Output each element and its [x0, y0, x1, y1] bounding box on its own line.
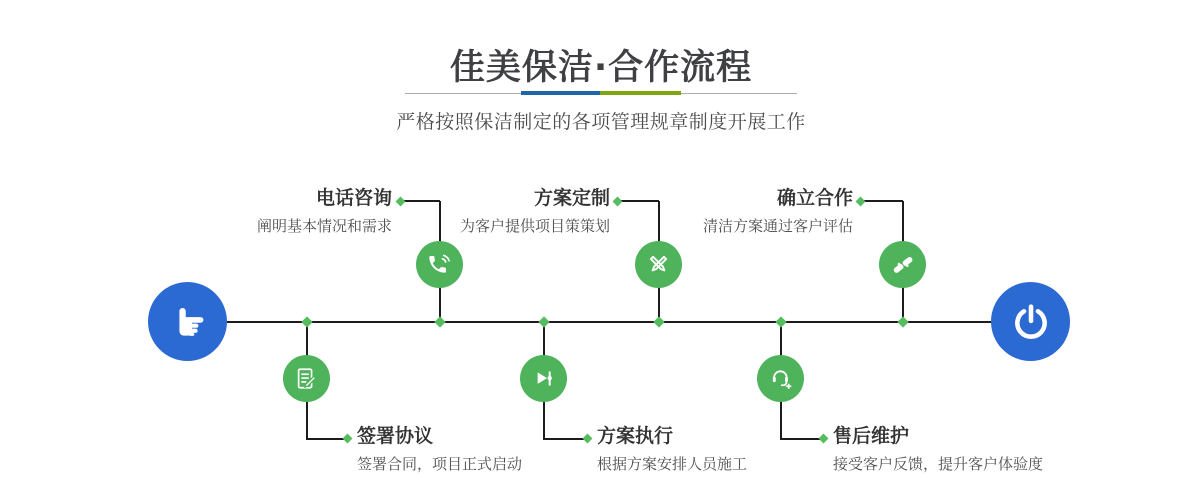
phone-icon: [426, 251, 453, 278]
step-label-cooperate: [703, 186, 853, 236]
step-label-execute: [597, 424, 747, 474]
step-title: 方案定制: [533, 187, 610, 209]
divider-accent-blue: [521, 91, 600, 95]
step-title: 签署协议: [357, 425, 434, 447]
timeline-diamond: [775, 316, 786, 327]
step-desc: 阐明基本情况和需求: [256, 217, 392, 235]
step-title: 电话咨询: [315, 187, 392, 209]
handshake-icon: [889, 251, 917, 279]
connector-stub-step1: [404, 200, 440, 202]
connector-stub-step4: [306, 438, 345, 440]
timeline-main-line: [226, 321, 992, 323]
step-node-execute: [520, 355, 567, 402]
step-node-cooperate: [879, 241, 926, 288]
power-icon: [1010, 301, 1052, 343]
crossed-pencils-icon: [645, 251, 672, 278]
label-diamond-step1: [396, 197, 406, 207]
step-desc: 接受客户反馈，提升客户体验度: [833, 455, 1044, 473]
step-node-aftersale: [757, 355, 804, 402]
connector-stub-step2: [621, 200, 659, 202]
divider-line-right: [681, 93, 797, 94]
step-node-sign: [283, 355, 330, 402]
divider-line-left: [405, 93, 521, 94]
page-title: 佳美保洁·合作流程: [449, 48, 753, 88]
timeline-diamond: [434, 316, 445, 327]
step-desc: 根据方案安排人员施工: [597, 455, 748, 473]
timeline-diamond: [897, 316, 908, 327]
connector-stub-step6: [780, 438, 821, 440]
connector-stub-step5: [543, 438, 585, 440]
step-desc: 清洁方案通过客户评估: [702, 217, 853, 235]
label-diamond-step5: [583, 434, 593, 444]
label-diamond-step2: [613, 197, 623, 207]
connector-stub-step3: [864, 200, 903, 202]
label-diamond-step3: [856, 197, 866, 207]
label-diamond-step6: [819, 434, 829, 444]
flow-start-node: [148, 282, 227, 361]
timeline-diamond: [301, 316, 312, 327]
timeline-diamond: [653, 316, 664, 327]
headset-support-icon: [767, 365, 794, 392]
label-diamond-step4: [343, 434, 353, 444]
step-desc: 签署合同，项目正式启动: [357, 455, 523, 473]
step-label-plan: [460, 186, 610, 236]
step-desc: 为客户提供项目策策划: [459, 217, 610, 235]
step-title: 方案执行: [597, 425, 674, 447]
divider-accent-green: [600, 91, 681, 95]
step-label-sign: [357, 424, 522, 474]
step-node-phone: [416, 241, 463, 288]
play-execute-icon: [530, 365, 557, 392]
step-title: 确立合作: [776, 187, 853, 209]
timeline-diamond: [538, 316, 549, 327]
contract-sign-icon: [293, 365, 320, 392]
hand-pointer-icon: [167, 301, 209, 343]
step-label-phone: [257, 186, 392, 236]
step-label-aftersale: [833, 424, 1043, 474]
flow-end-node: [991, 282, 1070, 361]
title-divider: [405, 90, 797, 96]
step-title: 售后维护: [833, 425, 910, 447]
step-node-plan: [635, 241, 682, 288]
page-subtitle: 严格按照保洁制定的各项管理规章制度开展工作: [396, 111, 806, 133]
